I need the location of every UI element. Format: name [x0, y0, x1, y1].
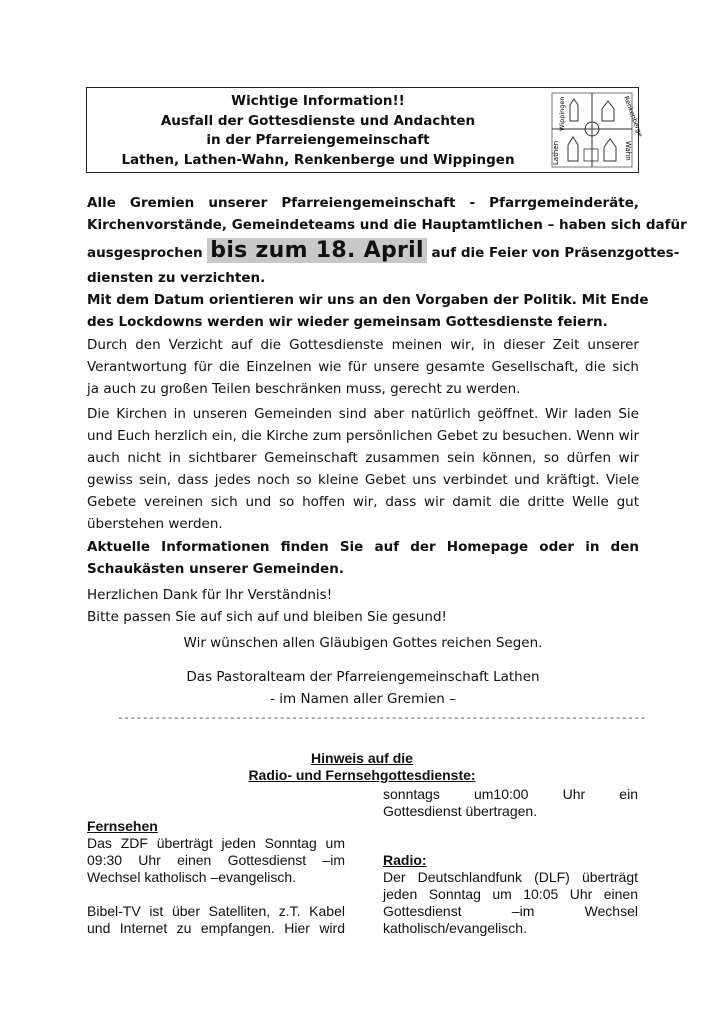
text-line: Gebete vereinen sich und so hoffen wir, dass wir damit die dritte Welle gut [87, 494, 639, 510]
text-line: Gottesdienst übertragen. [383, 803, 538, 819]
fernsehen-heading: Fernsehen [87, 818, 158, 834]
hinweis-title-line: Hinweis auf die [311, 750, 413, 766]
text-line: überstehen werden. [87, 516, 223, 532]
radio-heading: Radio: [383, 852, 427, 868]
paragraph-gremien [87, 192, 687, 333]
text-line: Durch den Verzicht auf die Gottesdienste meinen wir, in dieser Zeit unserer [87, 337, 639, 353]
signature-line: Das Pastoralteam der Pfarreiengemeinschaft Lathen [186, 669, 540, 685]
paragraph-verzicht [87, 334, 639, 400]
text-line: Mit dem Datum orientieren wir uns an den Vorgaben der Politik. Mit Ende [87, 292, 649, 308]
header-line: Ausfall der Gottesdienste und Andachten [160, 112, 476, 129]
text-line: Wechsel katholisch –evangelisch. [87, 869, 297, 885]
text-fragment: ausgesprochen [87, 245, 203, 261]
text-fragment: auf die Feier von Präsenzgottes- [431, 245, 680, 261]
text-line: Bibel-TV ist über Satelliten, z.T. Kabel [87, 903, 345, 919]
paragraph-dank [87, 584, 639, 628]
logo-text: Lathen [552, 140, 560, 165]
text-line: Die Kirchen in unseren Gemeinden sind aber natürlich geöffnet. Wir laden Sie [87, 406, 639, 422]
logo-text: Renkenberge [622, 94, 645, 138]
text-line: diensten zu verzichten. [87, 270, 266, 286]
signature [87, 666, 639, 710]
paragraph-homepage [87, 536, 639, 580]
text-line: katholisch/evangelisch. [383, 920, 527, 936]
header-title [87, 92, 549, 170]
header-box [86, 87, 645, 173]
header-line: Wichtige Information!! [231, 93, 405, 109]
signature-line: - im Namen aller Gremien – [270, 691, 456, 707]
column-radio [383, 786, 638, 937]
text-line: Alle Gremien unserer Pfarreiengemeinschaft - Pfarrgemeinderäte, [87, 195, 639, 211]
logo-text: Wippingen [558, 96, 566, 131]
text-line-highlight [87, 238, 680, 267]
logo-text: Wahn [624, 141, 632, 161]
hinweis-title-line: Radio- und Fernsehgottesdienste: [248, 767, 476, 783]
text-line: und Internet zu empfangen. Hier wird [87, 920, 345, 936]
text-line: Aktuelle Informationen finden Sie auf der Homepage oder in den [87, 539, 639, 555]
paragraph-kirchen [87, 403, 639, 535]
text-line: Der Deutschlandfunk (DLF) überträgt [383, 869, 638, 885]
blessing: Wir wünschen allen Gläubigen Gottes reichen Segen. [183, 635, 543, 651]
text-line: Bitte passen Sie auf sich auf und bleiben Sie gesund! [87, 609, 447, 625]
header-line: in der Pfarreiengemeinschaft [206, 132, 430, 148]
text-line: Verantwortung für die Einzelnen wie für unsere gesamte Gesellschaft, die sich [87, 359, 639, 375]
header-line: Lathen, Lathen-Wahn, Renkenberge und Wippingen [121, 151, 515, 168]
text-line: auch nicht in sichtbarer Gemeinschaft zusammen sein können, so dürfen wir [87, 450, 639, 466]
text-line: des Lockdowns werden wir wieder gemeinsam Gottesdienste feiern. [87, 314, 608, 330]
text-line: ja auch zu großen Teilen beschränken muss, gerecht zu werden. [87, 381, 521, 397]
column-fernsehen [87, 818, 345, 937]
text-line: Kirchenvorstände, Gemeindeteams und die Hauptamtlichen – haben sich dafür [87, 217, 687, 233]
text-line: und Euch herzlich ein, die Kirche zum persönlichen Gebet zu besuchen. Wenn wir [87, 428, 639, 444]
text-line: gewiss sein, dass jedes noch so kleine Gebet uns verbindet und kräftigt. Viele [87, 472, 639, 488]
text-line: Das ZDF überträgt jeden Sonntag um [87, 835, 345, 851]
hinweis-title [232, 750, 492, 784]
text-line: Gottesdienst –im Wechsel [383, 903, 638, 919]
text-line: Schaukästen unserer Gemeinden. [87, 561, 344, 577]
highlight-date: bis zum 18. April [207, 238, 427, 263]
text-line: jeden Sonntag um 10:05 Uhr einen [383, 886, 638, 902]
text-line: Herzlichen Dank für Ihr Verständnis! [87, 587, 333, 603]
text-line: sonntags um10:00 Uhr ein [383, 786, 638, 802]
parish-logo [550, 91, 645, 169]
separator: ------------------------------------------------------------------------------------- [117, 711, 646, 724]
text-line: 09:30 Uhr einen Gottesdienst –im [87, 852, 345, 868]
